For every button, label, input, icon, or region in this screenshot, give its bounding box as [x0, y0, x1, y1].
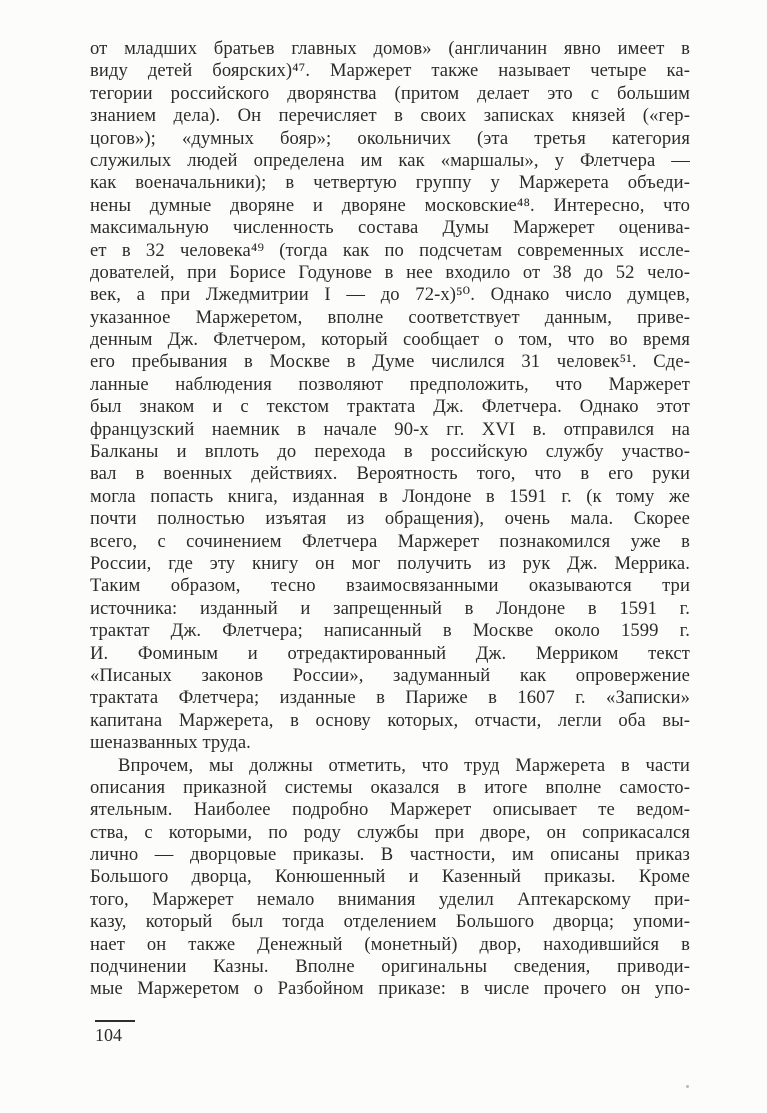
- paragraph: [90, 38, 690, 755]
- text-line: России, где эту книгу он мог получить из рук Дж. Меррика.: [90, 552, 690, 574]
- text-line: ятельным. Наиболее подробно Маржерет описывает те ведом-: [90, 799, 690, 821]
- text-line: трактат Дж. Флетчера; написанный в Москве около 1599 г.: [90, 620, 690, 642]
- footer-rule: [95, 1020, 135, 1022]
- page-number-label: 104: [95, 1025, 122, 1045]
- text-line: максимальную численность состава Думы Маржерет оценива-: [90, 217, 690, 239]
- text-line: был знаком и с текстом трактата Дж. Флетчера. Однако этот: [90, 396, 690, 418]
- text-line: Большого дворца, Конюшенный и Казенный приказы. Кроме: [90, 866, 690, 888]
- text-line: его пребывания в Москве в Думе числился 31 человек⁵¹. Сде-: [90, 351, 690, 373]
- text-line: казу, который был тогда отделением Большого дворца; упоми-: [90, 911, 690, 933]
- text-line: нает он также Денежный (монетный) двор, находившийся в: [90, 933, 690, 955]
- text-line: лично — дворцовые приказы. В частности, им описаны приказ: [90, 844, 690, 866]
- text-line: как военачальники); в четвертую группу у Маржерета объеди-: [90, 172, 690, 194]
- text-line: трактата Флетчера; изданные в Париже в 1607 г. «Записки»: [90, 687, 690, 709]
- text-line: шеназванных труда.: [90, 732, 251, 754]
- text-line: денным Дж. Флетчером, который сообщает о том, что во время: [90, 329, 690, 351]
- text-line: могла попасть книга, изданная в Лондоне в 1591 г. (к тому же: [90, 485, 690, 507]
- text-line: источника: изданный и запрещенный в Лондоне в 1591 г.: [90, 597, 690, 619]
- text-column: [90, 38, 690, 1001]
- text-line: описания приказной системы оказался в итоге вполне самосто-: [90, 776, 690, 798]
- text-line: нены думные дворяне и дворяне московские⁴⁸. Интересно, что: [90, 194, 690, 216]
- text-line: ет в 32 человека⁴⁹ (тогда как по подсчетам современных иссле-: [90, 239, 690, 261]
- text-line: французский наемник в начале 90-х гг. XVI в. отправился на: [90, 418, 690, 440]
- text-line: подчинении Казны. Вполне оригинальны сведения, приводи-: [90, 956, 690, 978]
- text-line: Балканы и вплоть до перехода в российскую службу участво-: [90, 441, 690, 463]
- text-line: почти полностью изъятая из обращения), очень мала. Скорее: [90, 508, 690, 530]
- text-line: мые Маржеретом о Разбойном приказе: в числе прочего он упо-: [90, 978, 690, 1000]
- paragraph: [90, 755, 690, 1001]
- scan-speck: [686, 1085, 689, 1088]
- text-line: того, Маржерет немало внимания уделил Аптекарскому при-: [90, 888, 690, 910]
- text-line: ланные наблюдения позволяют предположить, что Маржерет: [90, 373, 690, 395]
- text-line: «Писаных законов России», задуманный как опровержение: [90, 664, 690, 686]
- text-line: век, а при Лжедмитрии I — до 72-х)⁵⁰. Однако число думцев,: [90, 284, 690, 306]
- text-line: Таким образом, тесно взаимосвязанными оказываются три: [90, 575, 690, 597]
- text-line: указанное Маржеретом, вполне соответствует данным, приве-: [90, 306, 690, 328]
- text-line: всего, с сочинением Флетчера Маржерет познакомился уже в: [90, 530, 690, 552]
- page-footer: [95, 1020, 135, 1045]
- text-line: вал в военных действиях. Вероятность того, что в его руки: [90, 463, 690, 485]
- text-line: цогов»); «думных бояр»; окольничих (эта третья категория: [90, 127, 690, 149]
- text-line: от младших братьев главных домов» (англичанин явно имеет в: [90, 38, 690, 59]
- text-line: виду детей боярских)⁴⁷. Маржерет также называет четыре ка-: [90, 60, 690, 82]
- text-line: знанием дела). Он перечисляет в своих записках князей («гер-: [90, 105, 690, 127]
- text-line: дователей, при Борисе Годунове в нее входило от 38 до 52 чело-: [90, 261, 690, 283]
- text-line: ства, с которыми, по роду службы при дворе, он соприкасался: [90, 821, 690, 843]
- text-line: служилых людей определена им как «маршалы», у Флетчера —: [90, 149, 690, 171]
- text-line: Впрочем, мы должны отметить, что труд Маржерета в части: [118, 754, 690, 776]
- text-line: тегории российского дворянства (притом делает это с большим: [90, 82, 690, 104]
- text-line: И. Фоминым и отредактированный Дж. Мерриком текст: [90, 642, 690, 664]
- text-line: капитана Маржерета, в основу которых, отчасти, легли оба вы-: [90, 709, 690, 731]
